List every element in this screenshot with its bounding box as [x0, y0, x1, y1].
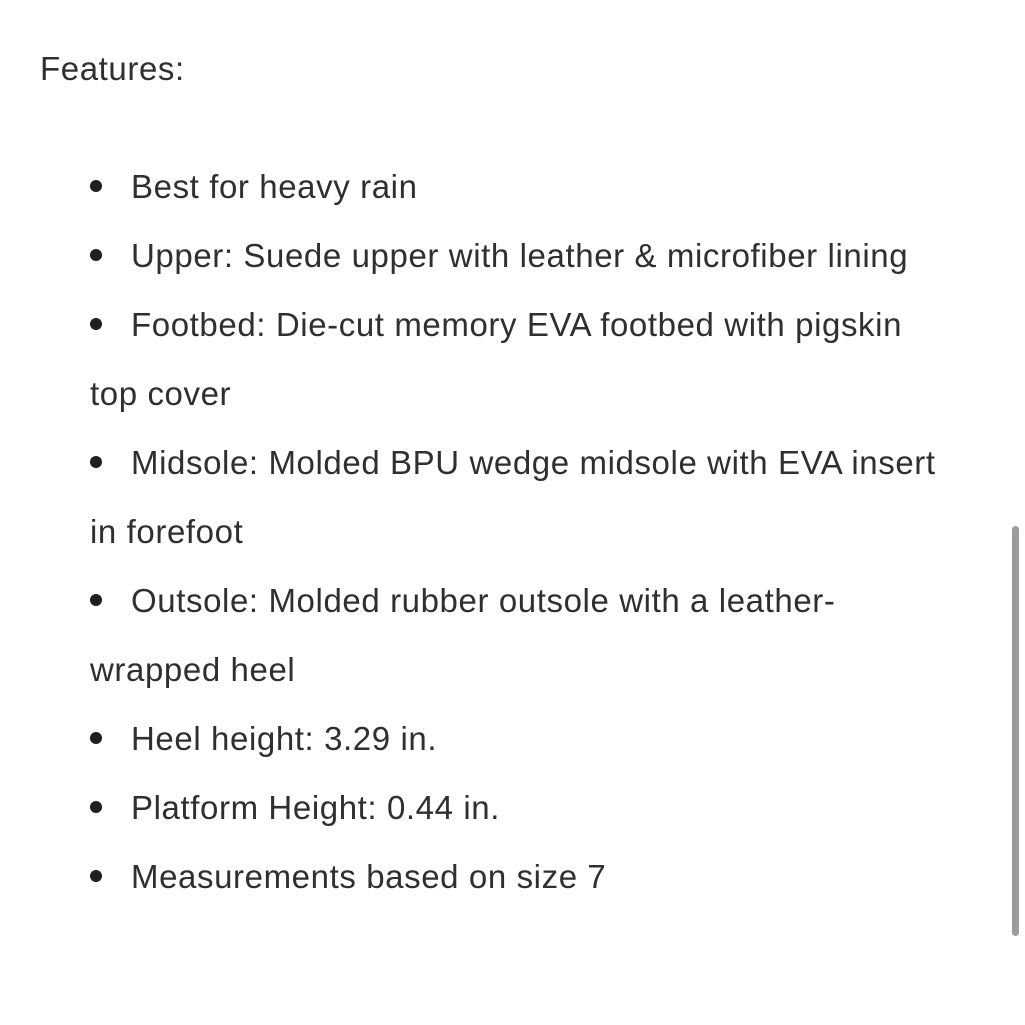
bullet-icon — [90, 249, 102, 261]
list-item-text: Best for heavy rain — [131, 168, 418, 205]
list-item-text: Midsole: Molded BPU wedge midsole with EVA insert in forefoot — [90, 444, 936, 550]
features-list — [90, 152, 950, 911]
list-item-text: Footbed: Die-cut memory EVA footbed with pigskin top cover — [90, 306, 903, 412]
features-heading: Features: — [40, 50, 185, 87]
scrollbar-thumb[interactable] — [1012, 526, 1019, 936]
list-item-text: Platform Height: 0.44 in. — [131, 789, 501, 826]
bullet-icon — [90, 318, 102, 330]
list-item — [90, 566, 950, 704]
list-item — [90, 152, 950, 221]
bullet-icon — [90, 870, 102, 882]
list-item — [90, 290, 950, 428]
list-item — [90, 704, 950, 773]
bullet-icon — [90, 456, 102, 468]
bullet-icon — [90, 732, 102, 744]
list-item — [90, 428, 950, 566]
list-item — [90, 773, 950, 842]
list-item-text: Measurements based on size 7 — [131, 858, 607, 895]
list-item-text: Outsole: Molded rubber outsole with a leather-wrapped heel — [90, 582, 836, 688]
list-item-text: Upper: Suede upper with leather & microfiber lining — [131, 237, 909, 274]
list-item — [90, 221, 950, 290]
bullet-icon — [90, 180, 102, 192]
vertical-scrollbar[interactable] — [1008, 0, 1025, 1025]
bullet-icon — [90, 801, 102, 813]
bullet-icon — [90, 594, 102, 606]
list-item-text: Heel height: 3.29 in. — [131, 720, 438, 757]
list-item — [90, 842, 950, 911]
